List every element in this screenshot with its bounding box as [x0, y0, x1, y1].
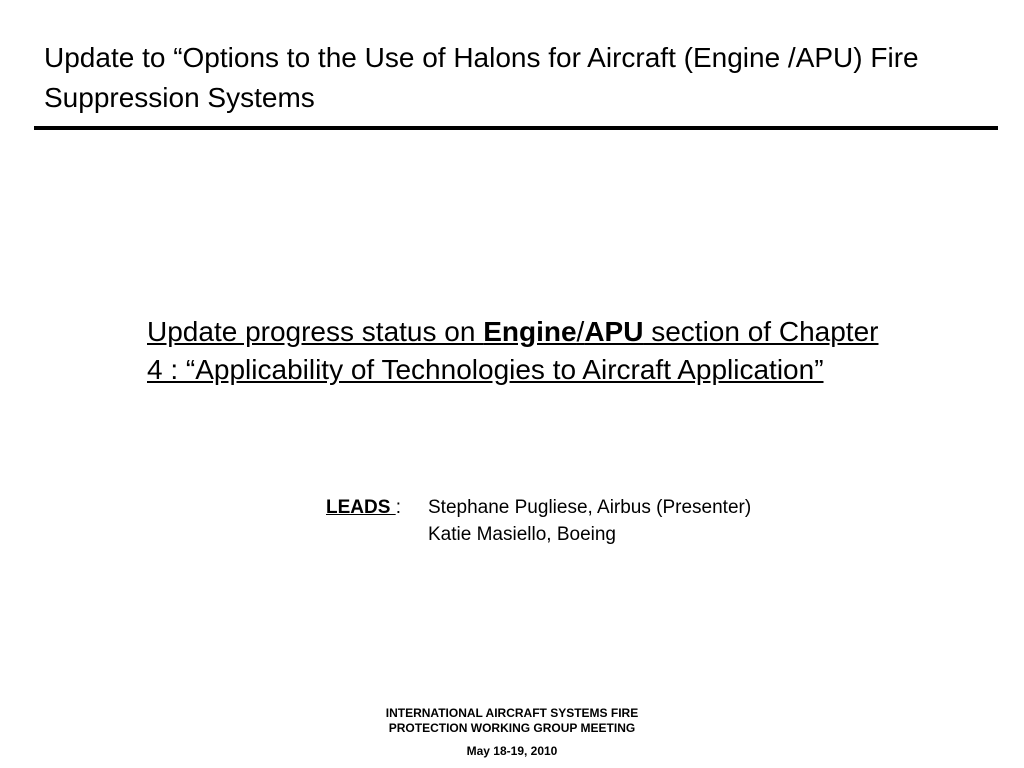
slide-footer — [312, 706, 712, 759]
leads-section — [326, 494, 751, 548]
footer-line-2: PROTECTION WORKING GROUP MEETING — [388, 721, 636, 735]
lead-name: Stephane Pugliese, Airbus (Presenter) — [428, 497, 752, 518]
subtitle-text-start: Update progress status on — [147, 316, 484, 347]
leads-label-cell — [326, 494, 428, 521]
subtitle-text-end: section of Chapter 4 : “Applicability of Technologies to Aircraft Application” — [147, 316, 879, 385]
leads-separator: : — [395, 497, 401, 518]
subtitle-slash: / — [576, 316, 585, 347]
leads-label: LEADS — [326, 497, 396, 518]
footer-line-1: INTERNATIONAL AIRCRAFT SYSTEMS FIRE — [385, 706, 639, 720]
leads-row-2 — [326, 521, 751, 548]
slide-subtitle — [147, 313, 887, 389]
leads-label-spacer — [326, 521, 428, 548]
leads-row-1 — [326, 494, 751, 521]
subtitle-engine: Engine — [483, 316, 577, 347]
slide-title: Update to “Options to the Use of Halons for Aircraft (Engine /APU) Fire Suppression Systems — [44, 42, 919, 113]
lead-name: Katie Masiello, Boeing — [428, 524, 616, 545]
title-divider — [34, 126, 998, 130]
footer-date: May 18-19, 2010 — [466, 744, 558, 758]
subtitle-apu: APU — [584, 316, 644, 347]
